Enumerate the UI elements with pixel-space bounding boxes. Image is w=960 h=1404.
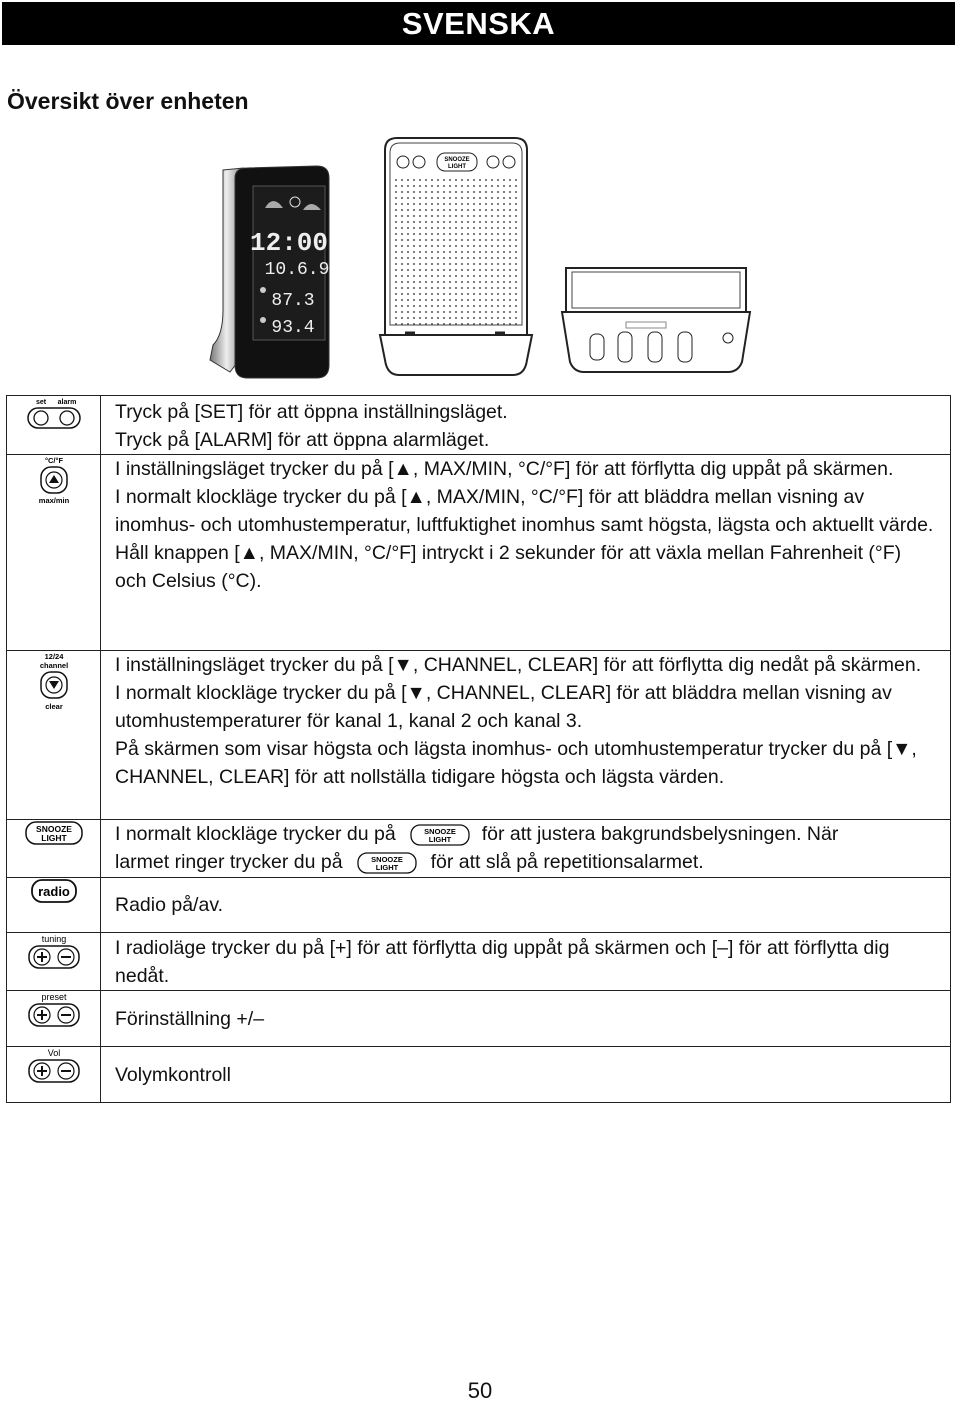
- volume-instruction: Volymkontroll: [115, 1063, 231, 1086]
- up-text-cell: [101, 455, 951, 651]
- svg-text:LIGHT: LIGHT: [428, 834, 451, 844]
- table-row: [7, 396, 951, 455]
- display-reading-2: 93.4: [271, 318, 315, 338]
- 1224-label: 12/24: [44, 652, 63, 661]
- down-icon-cell: [7, 651, 101, 820]
- set-alarm-button-icon: [26, 396, 82, 430]
- clock-bottom-illustration: [560, 262, 752, 378]
- tuning-icon-cell: [7, 933, 101, 991]
- channel-label: channel: [39, 661, 68, 670]
- preset-label: preset: [40, 992, 67, 1002]
- section-title: Översikt över enheten: [7, 88, 249, 114]
- radio-text-cell: [101, 878, 951, 933]
- table-row: [7, 1047, 951, 1103]
- alarm-label: alarm: [57, 399, 76, 406]
- set-instruction: Tryck på [SET] för att öppna inställningsläget.: [115, 401, 508, 423]
- radio-button-icon: [30, 878, 78, 904]
- display-time: 12:00: [249, 228, 329, 258]
- preset-plus-minus-icon: [27, 991, 81, 1029]
- clear-label: clear: [44, 702, 63, 711]
- vol-label: Vol: [47, 1048, 60, 1058]
- up-icon-cell: [7, 455, 101, 651]
- preset-instruction: Förinställning +/–: [115, 1007, 265, 1030]
- tuning-text-cell: [101, 933, 951, 991]
- svg-text:LIGHT: LIGHT: [375, 862, 398, 872]
- svg-text:LIGHT: LIGHT: [448, 164, 466, 170]
- snooze-icon-cell: [7, 820, 101, 878]
- volume-text-cell: [101, 1047, 951, 1103]
- snooze-text-cell: [101, 820, 951, 878]
- clock-front-illustration: [205, 160, 335, 385]
- svg-text:SNOOZE: SNOOZE: [444, 157, 470, 163]
- volume-plus-minus-icon: [27, 1047, 81, 1085]
- snooze-line-1: [115, 820, 936, 848]
- snooze-label: SNOOZE: [35, 824, 72, 834]
- snooze-light-button-icon: [24, 820, 84, 846]
- up-instruction-1: I inställningsläget trycker du på [▲, MAX/MIN, °C/°F] för att förflytta dig uppåt på skärmen.: [115, 458, 894, 480]
- down-arrow-button-icon: [29, 651, 79, 713]
- tuning-label: tuning: [41, 934, 66, 944]
- language-title: SVENSKA: [401, 6, 556, 41]
- tuning-plus-minus-icon: [27, 933, 81, 971]
- down-instruction-3: På skärmen som visar högsta och lägsta inomhus- och utomhustemperatur trycker du på [▼, CHANNEL, CLEAR] för att nollställa tidigare högsta och lägsta värden.: [115, 738, 917, 788]
- up-instruction-2: I normalt klockläge trycker du på [▲, MAX/MIN, °C/°F] för att bläddra mellan visning av inomhus- och utomhustemperatur, luftfuktighet inomhus samt högsta, lägsta och aktuellt värde.: [115, 486, 934, 536]
- display-reading-1: 87.3: [271, 291, 315, 311]
- display-date: 10.6.9: [264, 260, 330, 280]
- up-instruction-3: Håll knappen [▲, MAX/MIN, °C/°F] intryckt i 2 sekunder för att växla mellan Fahrenheit (°F) och Celsius (°C).: [115, 542, 902, 592]
- alarm-instruction: Tryck på [ALARM] för att öppna alarmläget.: [115, 429, 490, 451]
- snooze-text-2a: larmet ringer trycker du på: [115, 851, 343, 873]
- table-row: [7, 933, 951, 991]
- cf-label: °C/°F: [44, 456, 63, 465]
- light-label: LIGHT: [40, 833, 67, 843]
- controls-table: [6, 395, 951, 1103]
- svg-text:SNOOZE: SNOOZE: [370, 854, 403, 864]
- set-alarm-text-cell: [101, 396, 951, 455]
- table-row: [7, 991, 951, 1047]
- table-row: [7, 878, 951, 933]
- preset-text-cell: [101, 991, 951, 1047]
- set-label: set: [35, 399, 46, 406]
- table-row: [7, 820, 951, 878]
- page-number: 50: [467, 1378, 493, 1403]
- svg-text:SNOOZE: SNOOZE: [423, 826, 456, 836]
- up-arrow-button-icon: [29, 455, 79, 507]
- snooze-text-1b: för att justera bakgrundsbelysningen. När: [481, 823, 839, 845]
- maxmin-label: max/min: [38, 496, 69, 505]
- down-instruction-1: I inställningsläget trycker du på [▼, CHANNEL, CLEAR] för att förflytta dig nedåt på skärmen.: [115, 654, 922, 676]
- radio-label: radio: [37, 884, 70, 899]
- down-text-cell: [101, 651, 951, 820]
- table-row: [7, 651, 951, 820]
- language-header: [2, 2, 955, 45]
- snooze-inline-icon: [410, 824, 470, 846]
- radio-icon-cell: [7, 878, 101, 933]
- radio-instruction: Radio på/av.: [115, 894, 224, 916]
- set-alarm-icon-cell: [7, 396, 101, 455]
- tuning-instruction: I radioläge trycker du på [+] för att förflytta dig uppåt på skärmen och [–] för att förflytta dig nedåt.: [115, 936, 890, 987]
- preset-icon-cell: [7, 991, 101, 1047]
- down-instruction-2: I normalt klockläge trycker du på [▼, CHANNEL, CLEAR] för att bläddra mellan visning av utomhustemperaturer för kanal 1, kanal 2 och kanal 3.: [115, 682, 892, 732]
- snooze-text-1a: I normalt klockläge trycker du på: [115, 823, 396, 845]
- table-row: [7, 455, 951, 651]
- snooze-line-2: [115, 848, 936, 876]
- snooze-text-2b: för att slå på repetitionsalarmet.: [430, 851, 704, 873]
- clock-back-illustration: [375, 135, 537, 383]
- volume-icon-cell: [7, 1047, 101, 1103]
- snooze-inline-icon-2: [357, 852, 417, 874]
